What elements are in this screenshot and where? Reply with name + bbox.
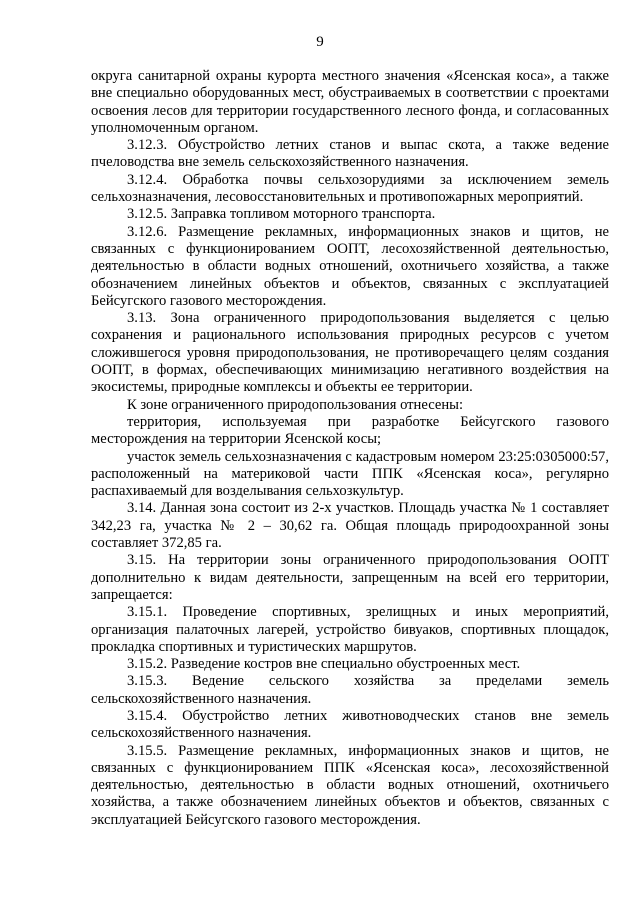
paragraph-3-15-1: 3.15.1. Проведение спортивных, зрелищных и иных мероприятий, организация палаточных лагерей, устройство бивуаков, спортивных площадок, прокладка спортивных и туристических маршрутов. <box>91 604 609 655</box>
paragraph-3-12-3: 3.12.3. Обустройство летних станов и выпас скота, а также ведение пчеловодства вне земель сельскохозяйственного назначения. <box>91 137 609 171</box>
paragraph-3-12-5: 3.12.5. Заправка топливом моторного транспорта. <box>127 206 436 223</box>
paragraph-3-12-4: 3.12.4. Обработка почвы сельхозорудиями за исключением земель сельхозназначения, лесовосстановительных и противопожарных мероприятий. <box>91 171 609 206</box>
paragraph-3-12-6: 3.12.6. Размещение рекламных, информационных знаков и щитов, не связанных с функционированием ООПТ, лесохозяйственной деятельностью, деятельностью в области водных отношений, охотничьего хозяйства, а также обозначением линейных объектов и объектов, связанных с эксплуатацией Бейсугского газового месторождения. <box>91 223 609 309</box>
page-number: 9 <box>316 34 324 50</box>
paragraph-zone-item-territory: территория, используемая при разработке Бейсугского газового месторождения на территории Ясенской косы; <box>91 413 609 448</box>
paragraph-3-13: 3.13. Зона ограниченного природопользования выделяется с целью сохранения и рационального использования природных ресурсов с учетом сложившегося уровня природопользования, не противоречащего целям создания ООПТ, в формах, обеспечивающих минимизацию негативного воздействия на экосистемы, природные комплексы и объекты ее территории. <box>91 310 609 396</box>
paragraph-zone-item-land-plot: участок земель сельхозназначения с кадастровым номером 23:25:0305000:57, расположенный на материковой части ППК «Ясенская коса», регулярно распахиваемый для возделывания сельхозкультур. <box>91 448 609 500</box>
paragraph-3-15-3: 3.15.3. Ведение сельского хозяйства за пределами земель сельскохозяйственного назначения. <box>91 673 609 707</box>
paragraph-continuation: округа санитарной охраны курорта местного значения «Ясенская коса», а также вне специально оборудованных мест, обустраиваемых в соответствии с проектами освоения лесов для территории государственного лесного фонда, и согласованных уполномоченным органом. <box>91 68 609 136</box>
paragraph-3-14: 3.14. Данная зона состоит из 2-х участков. Площадь участка № 1 составляет 342,23 га, участка № 2 – 30,62 га. Общая площадь природоохранной зоны составляет 372,85 га. <box>91 500 609 552</box>
paragraph-3-15: 3.15. На территории зоны ограниченного природопользования ООПТ дополнительно к видам деятельности, запрещенным на всей его территории, запрещается: <box>91 552 609 603</box>
paragraph-3-15-5: 3.15.5. Размещение рекламных, информационных знаков и щитов, не связанных с функционированием ППК «Ясенская коса», лесохозяйственной деятельностью, деятельностью в области водных отношений, охотничьего хозяйства, а также обозначением линейных объектов и объектов, связанных с эксплуатацией Бейсугского газового месторождения. <box>91 742 609 828</box>
paragraph-3-15-4: 3.15.4. Обустройство летних животноводческих станов вне земель сельскохозяйственного назначения. <box>91 707 609 742</box>
paragraph-3-15-2: 3.15.2. Разведение костров вне специально обустроенных мест. <box>127 656 521 673</box>
paragraph-zone-list-intro: К зоне ограниченного природопользования отнесены: <box>127 396 464 413</box>
document-body <box>91 68 609 829</box>
